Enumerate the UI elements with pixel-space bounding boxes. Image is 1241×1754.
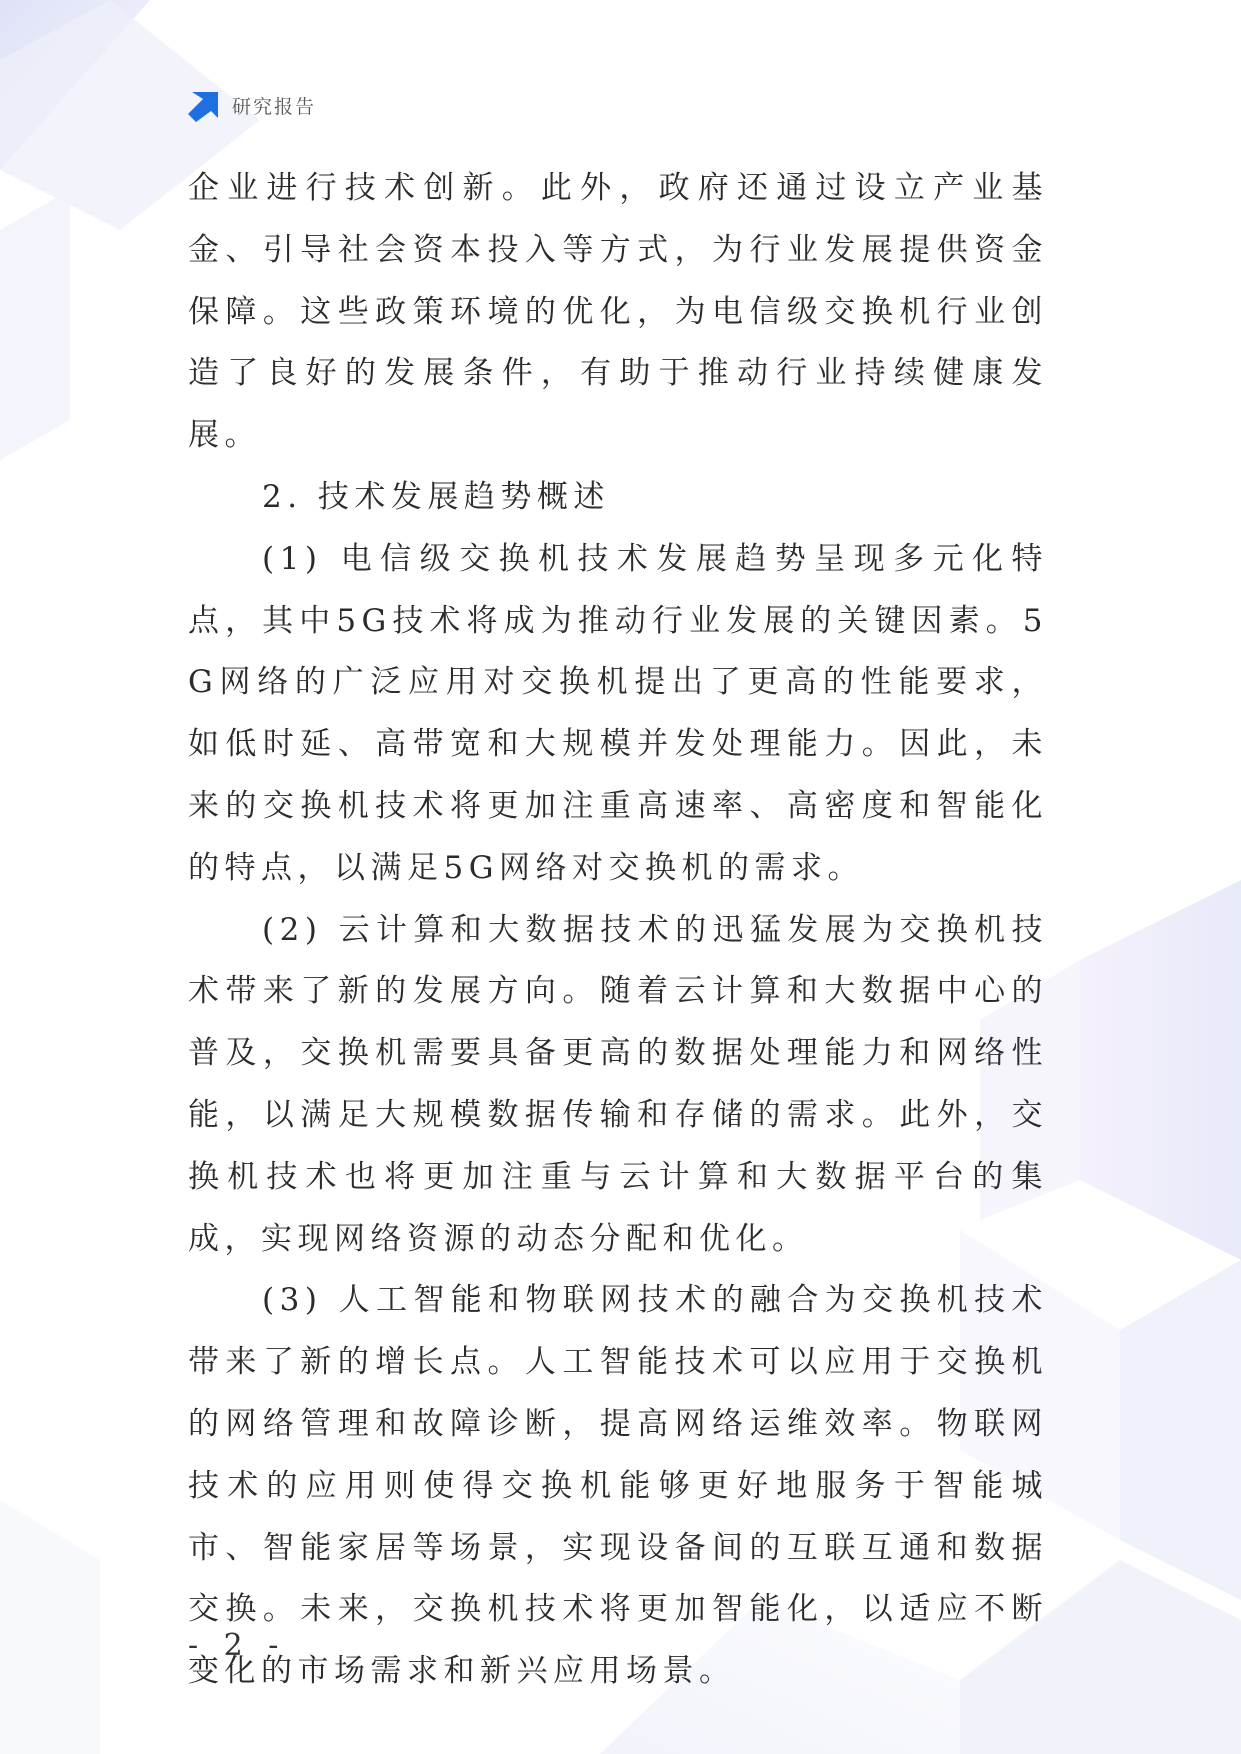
- page-number: - 2 -: [188, 1628, 287, 1663]
- section-heading: 2. 技术发展趋势概述: [262, 478, 610, 515]
- paragraph-cloud-bigdata: (2) 云计算和大数据技术的迅猛发展为交换机技术带来了新的发展方向。随着云计算和大数据中心的普及，交换机需要具备更高的数据处理能力和网络性能，以满足大规模数据传输和存储的需求。此外，交换机技术也将更加注重与云计算和大数据平台的集成，实现网络资源的动态分配和优化。: [188, 911, 1048, 1257]
- arrow-up-right-icon: [188, 88, 222, 122]
- header-title: 研究报告: [232, 95, 317, 118]
- report-header: [188, 88, 316, 122]
- paragraph-ai-iot: (3) 人工智能和物联网技术的融合为交换机技术带来了新的增长点。人工智能技术可以应用于交换机的网络管理和故障诊断，提高网络运维效率。物联网技术的应用则使得交换机能够更好地服务于智能城市、智能家居等场景，实现设备间的互联互通和数据交换。未来，交换机技术将更加智能化，以适应不断变化的市场需求和新兴应用场景。: [188, 1282, 1048, 1690]
- paragraph-policy: 企业进行技术创新。此外，政府还通过设立产业基金、引导社会资本投入等方式，为行业发展提供资金保障。这些政策环境的优化，为电信级交换机行业创造了良好的发展条件，有助于推动行业持续健康发展。: [188, 170, 1048, 454]
- document-body: [188, 158, 1048, 1703]
- paragraph-5g: (1) 电信级交换机技术发展趋势呈现多元化特点，其中5G技术将成为推动行业发展的关键因素。5G网络的广泛应用对交换机提出了更高的性能要求，如低时延、高带宽和大规模并发处理能力。因此，未来的交换机技术将更加注重高速率、高密度和智能化的特点，以满足5G网络对交换机的需求。: [188, 540, 1048, 886]
